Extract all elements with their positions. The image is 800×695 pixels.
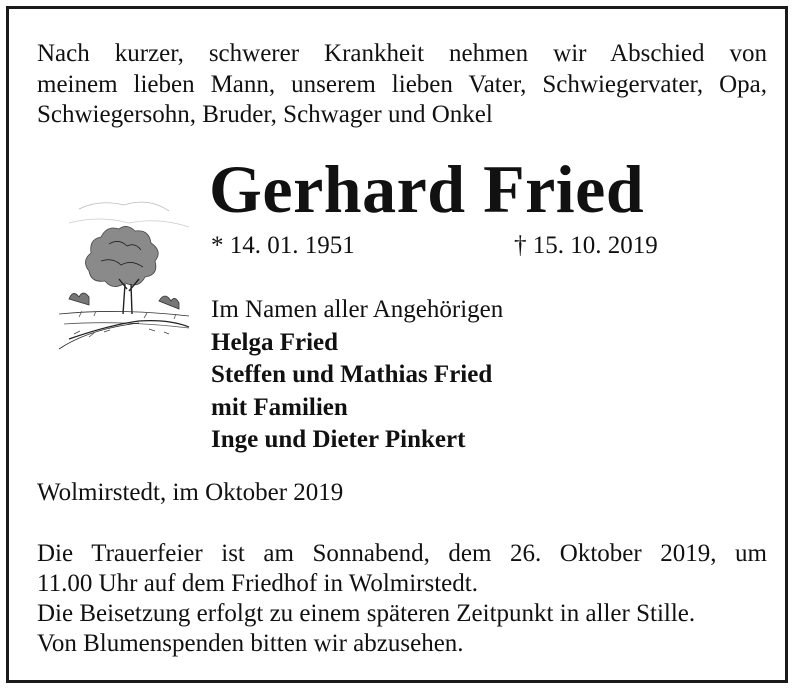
mourner-name: mit Familien [211,393,348,421]
mourner-name: Helga Fried [211,328,339,356]
tree-landscape-sketch-icon [49,189,199,359]
obituary-notice [6,6,788,683]
mourner-name: Inge und Dieter Pinkert [211,426,466,453]
funeral-line: Die Trauerfeier ist am Sonnabend, dem 26. Oktober 2019, um [37,540,767,567]
death-date: † 15. 10. 2019 [514,232,658,259]
intro-line: Schwiegersohn, Bruder, Schwager und Onkel [37,101,493,128]
birth-date: * 14. 01. 1951 [211,232,355,259]
funeral-line: Von Blumenspenden bitten wir abzusehen. [37,630,464,657]
deceased-name: Gerhard Fried [209,151,645,227]
mourners [211,294,503,457]
funeral-line: 11.00 Uhr auf dem Friedhof in Wolmirstedt. [37,570,478,597]
mourners-intro: Im Namen aller Angehörigen [211,296,504,323]
place-date: Wolmirstedt, im Oktober 2019 [37,479,344,506]
intro-text [37,39,767,131]
mourner-name: Steffen und Mathias Fried [211,361,493,388]
intro-line: meinem lieben Mann, unserem lieben Vater, Schwiegervater, Opa, [37,70,767,98]
funeral-line: Die Beisetzung erfolgt zu einem späteren Zeitpunkt in aller Stille. [37,600,696,627]
funeral-info [37,539,767,659]
intro-line: Nach kurzer, schwerer Krankheit nehmen wir Abschied von [37,40,767,67]
